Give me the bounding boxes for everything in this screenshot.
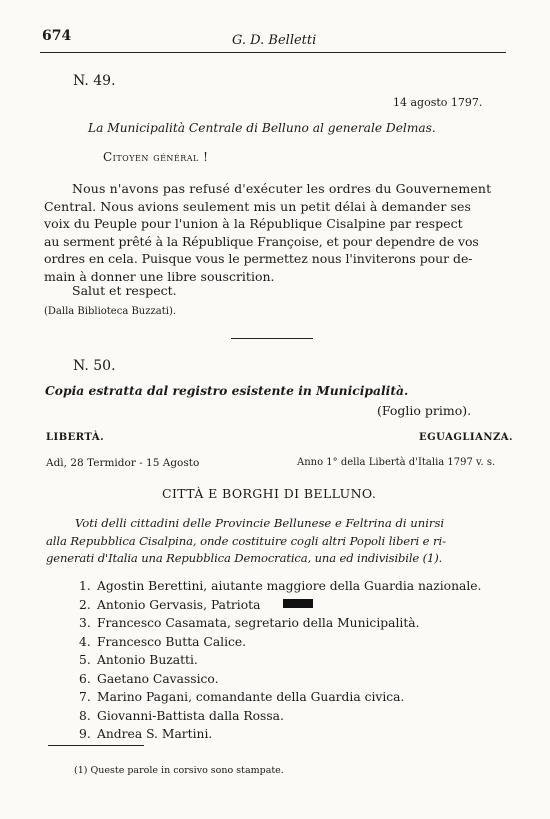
list-item [79,690,481,709]
item-text: Giovanni-Battista dalla Rossa. [97,708,284,723]
resolution-line: Voti delli cittadini delle Provincie Bellunese e Feltrina di unirsi [75,516,445,530]
document-number-49: N. 49. [73,73,116,89]
list-item [79,727,481,746]
resolution-line: generati d'Italia una Repubblica Democratica, una ed indivisibile (1). [46,551,443,565]
item-text: Gaetano Cavassico. [97,671,219,686]
letter-line: main à donner une libre souscrition. [44,268,275,284]
item-number: 9. [79,727,91,741]
item-number: 1. [79,579,91,593]
letter-body [44,180,491,285]
list-item [79,616,481,635]
header-rule [40,52,506,53]
list-item [79,653,481,672]
item-text: Antonio Gervasis, Patriota [97,597,261,612]
item-text: Marino Pagani, comandante della Guardia civica. [97,690,405,704]
item-text: Andrea S. Martini. [97,727,213,741]
page-number: 674 [42,28,72,44]
item-text: Francesco Butta Calice. [97,634,247,649]
document-heading-49: La Municipalità Centrale di Belluno al generale Delmas. [88,121,436,135]
register-title: CITTÀ E BORGHI DI BELLUNO. [162,486,377,501]
item-number: 5. [79,653,91,667]
signatories-list [79,579,481,746]
list-item [79,598,481,617]
folio-note: (Foglio primo). [377,403,472,418]
document-heading-50: Copia estratta dal registro esistente in Municipalità. [45,383,409,398]
letter-source: (Dalla Biblioteca Buzzati). [44,306,177,317]
salutation: Citoyen général ! [103,150,209,164]
resolution-line: alla Repubblica Cisalpina, onde costituire cogli altri Popoli liberi e ri- [46,533,446,548]
item-number: 3. [79,616,91,630]
item-number: 7. [79,690,91,704]
letter-line: ordres en cela. Puisque vous le permettez nous l'inviterons pour de- [44,251,473,266]
item-number: 6. [79,671,91,686]
list-item [79,635,481,654]
list-item [79,709,481,728]
list-item [79,579,481,598]
republican-date: Adì, 28 Termidor - 15 Agosto [46,457,200,469]
item-text: Agostin Berettini, aiutante maggiore della Guardia nazionale. [97,579,482,593]
item-text: Francesco Casamata, segretario della Municipalità. [97,616,420,630]
letter-closing: Salut et respect. [72,283,177,298]
item-number: 2. [79,597,91,612]
resolution-text [46,515,446,568]
running-title: G. D. Belletti [232,33,317,48]
item-number: 8. [79,708,91,723]
footnote: (1) Queste parole in corsivo sono stampate. [74,765,284,776]
motto-eguaglianza: EGUAGLIANZA. [419,432,514,443]
item-text: Antonio Buzatti. [97,653,198,667]
section-divider [231,338,313,339]
list-item [79,672,481,691]
letter-line: voix du Peuple pour l'union à la République Cisalpine par respect [44,216,463,231]
document-number-50: N. 50. [73,358,116,374]
letter-line: au serment prêté à la République Françoise, et pour dependre de vos [44,233,479,249]
liberty-year: Anno 1° della Libertà d'Italia 1797 v. s. [297,457,496,468]
document-date-49: 14 agosto 1797. [393,96,483,109]
letter-line: Central. Nous avions seulement mis un petit délai à demander ses [44,198,472,214]
redaction-mark [283,599,313,608]
letter-line: Nous n'avons pas refusé d'exécuter les ordres du Gouvernement [72,181,492,196]
item-number: 4. [79,634,91,649]
footnote-rule [48,745,144,746]
motto-liberta: LIBERTÀ. [46,432,105,443]
